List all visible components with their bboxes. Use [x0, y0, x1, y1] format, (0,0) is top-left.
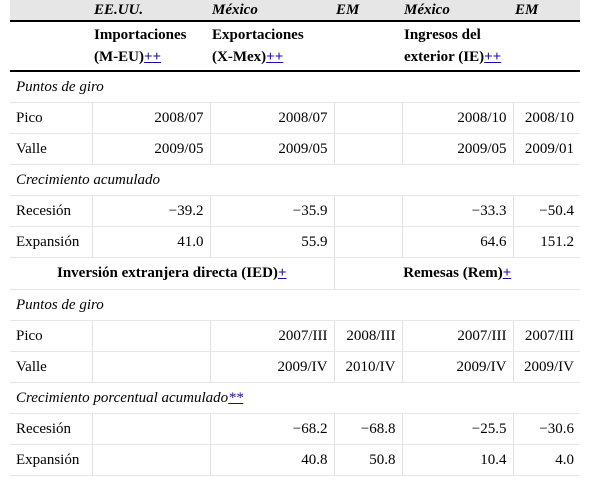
header-cell-income — [402, 21, 580, 71]
header-cell-empty — [10, 21, 92, 71]
cell-value: −25.5 — [402, 414, 513, 445]
sub-header-row — [10, 258, 580, 290]
sub-header-ied — [10, 258, 334, 290]
cell-value: −33.3 — [402, 196, 513, 227]
income-label: Ingresos del exterior (IE)++ — [404, 27, 502, 65]
header-cell-mexico-2: México — [402, 0, 513, 21]
cell-value: −39.2 — [92, 196, 210, 227]
cell-value: 2009/05 — [92, 134, 210, 165]
cell-value — [334, 196, 402, 227]
cell-value: 2007/III — [513, 321, 580, 352]
cell-value: −35.9 — [210, 196, 334, 227]
cell-value: 2008/III — [334, 321, 402, 352]
row-label: Pico — [10, 103, 92, 134]
table-row — [10, 196, 580, 227]
data-table — [10, 0, 580, 476]
cell-value: 2009/05 — [402, 134, 513, 165]
cell-value: 2008/07 — [92, 103, 210, 134]
section-row — [10, 71, 580, 103]
cell-value: 2008/10 — [513, 103, 580, 134]
sub-header-rem — [334, 258, 580, 290]
exports-label: Exportaciones (X-Mex) — [212, 27, 304, 65]
income-footnote-link[interactable]: ++ — [484, 49, 502, 65]
cell-value: 2009/01 — [513, 134, 580, 165]
rem-footnote-link[interactable]: + — [502, 265, 512, 281]
row-label: Pico — [10, 321, 92, 352]
cell-value: −68.8 — [334, 414, 402, 445]
cell-value: 2008/10 — [402, 103, 513, 134]
cell-value — [92, 352, 210, 383]
header-cell-empty-em — [334, 21, 402, 71]
cell-value: 4.0 — [513, 445, 580, 476]
row-label: Valle — [10, 352, 92, 383]
table-row — [10, 227, 580, 258]
cell-value: 2009/05 — [210, 134, 334, 165]
row-label: Recesión — [10, 196, 92, 227]
header-cell-em-2: EM — [513, 0, 580, 21]
cell-value: 2009/IV — [210, 352, 334, 383]
section-title: Puntos de giro — [10, 290, 580, 321]
header-cell-imports — [92, 21, 210, 71]
section-title: Crecimiento acumulado — [10, 165, 580, 196]
section-title: Puntos de giro — [10, 71, 580, 103]
row-label: Expansión — [10, 227, 92, 258]
header-cell-eeuu: EE.UU. — [92, 0, 210, 21]
section-title — [10, 383, 580, 414]
cell-value — [92, 321, 210, 352]
row-label: Valle — [10, 134, 92, 165]
cell-value: 50.8 — [334, 445, 402, 476]
header-cell-empty — [10, 0, 92, 21]
cell-value: 40.8 — [210, 445, 334, 476]
table-row — [10, 445, 580, 476]
header-cell-mexico: México — [210, 0, 334, 21]
table-row — [10, 352, 580, 383]
section-row — [10, 165, 580, 196]
cell-value: −30.6 — [513, 414, 580, 445]
imports-footnote-link[interactable]: ++ — [143, 49, 162, 65]
exports-footnote-link[interactable]: ++ — [266, 49, 284, 65]
row-label: Recesión — [10, 414, 92, 445]
header-cell-exports — [210, 21, 334, 71]
table-row — [10, 134, 580, 165]
rem-label: Remesas (Rem) — [403, 265, 503, 281]
cell-value: 2007/III — [402, 321, 513, 352]
section-row — [10, 383, 580, 414]
cell-value: 2007/III — [210, 321, 334, 352]
cell-value — [92, 445, 210, 476]
header-cell-em: EM — [334, 0, 402, 21]
cell-value: 2009/IV — [402, 352, 513, 383]
cell-value — [334, 134, 402, 165]
section-title-text: Crecimiento porcentual acumulado — [16, 389, 229, 406]
header-row-variables — [10, 21, 580, 71]
cell-value: −50.4 — [513, 196, 580, 227]
imports-label: Importaciones (M-EU) — [94, 27, 187, 65]
cell-value: 41.0 — [92, 227, 210, 258]
cell-value — [92, 414, 210, 445]
cell-value: 55.9 — [210, 227, 334, 258]
cell-value: 64.6 — [402, 227, 513, 258]
ied-footnote-link[interactable]: + — [277, 265, 287, 281]
row-label: Expansión — [10, 445, 92, 476]
cell-value — [334, 103, 402, 134]
growth-footnote-link[interactable]: ** — [228, 389, 244, 406]
cell-value: 2010/IV — [334, 352, 402, 383]
table-row — [10, 321, 580, 352]
header-row-countries — [10, 0, 580, 21]
cell-value: 10.4 — [402, 445, 513, 476]
table-row — [10, 103, 580, 134]
section-row — [10, 290, 580, 321]
cell-value: 2009/IV — [513, 352, 580, 383]
cell-value: 2008/07 — [210, 103, 334, 134]
cell-value — [334, 227, 402, 258]
ied-label: Inversión extranjera directa (IED) — [57, 265, 278, 281]
cell-value: 151.2 — [513, 227, 580, 258]
table-row — [10, 414, 580, 445]
cell-value: −68.2 — [210, 414, 334, 445]
